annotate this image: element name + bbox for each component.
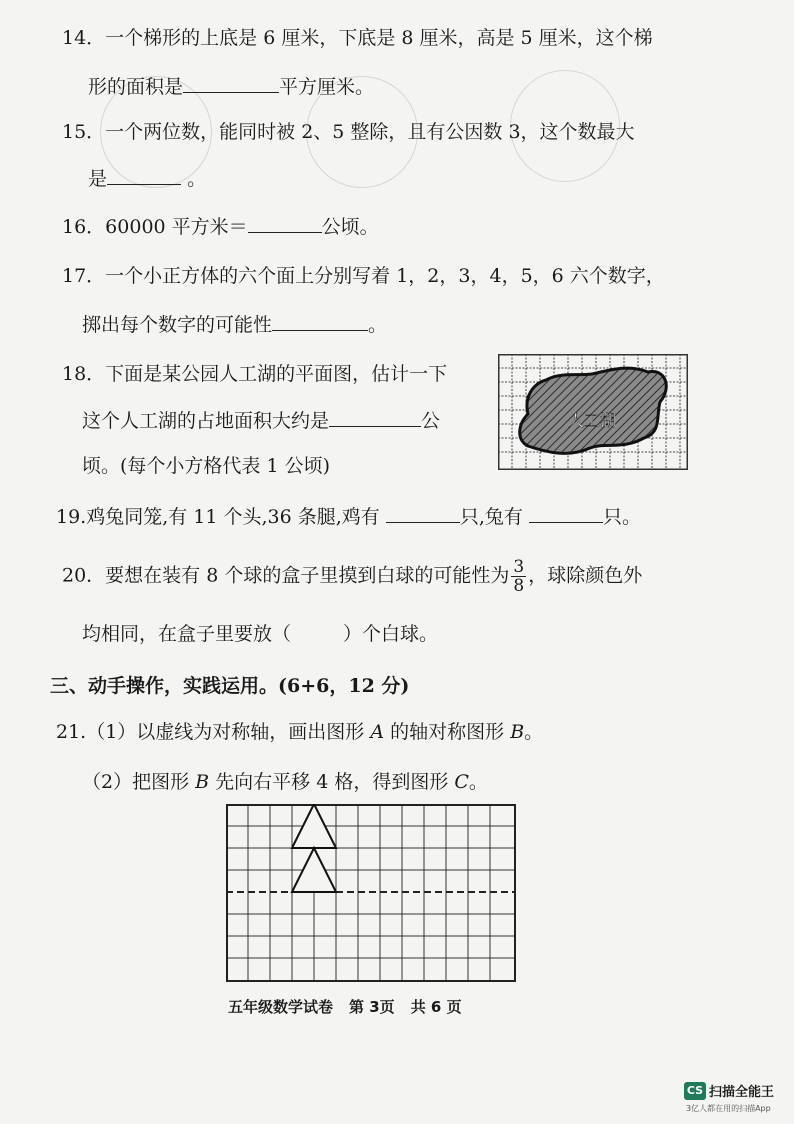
q20-text-b: ，球除颜色外 bbox=[528, 564, 643, 587]
q15-text-b: 是 bbox=[88, 168, 108, 190]
q16-text: 16．60000 平方米＝ bbox=[62, 216, 248, 238]
footer-total: 共 6 页 bbox=[410, 998, 462, 1016]
transformation-grid bbox=[226, 804, 518, 986]
q16-text-b: 公顷。 bbox=[321, 216, 379, 238]
q21-a-pre: 21.（1）以虚线为对称轴，画出图形 bbox=[56, 721, 371, 743]
q18-text-b: 这个人工湖的占地面积大约是 bbox=[82, 410, 330, 432]
question-14-line-1 bbox=[62, 24, 653, 52]
question-21-part-2 bbox=[82, 768, 488, 796]
camscanner-logo-icon: CS bbox=[684, 1082, 706, 1100]
section-3-title-text: 三、动手操作，实践运用。(6+6，12 分) bbox=[50, 675, 410, 697]
q15-text: 15．一个两位数，能同时被 2、5 整除，且有公因数 3，这个数最大 bbox=[62, 121, 635, 143]
question-17-line-2 bbox=[82, 310, 387, 339]
q17-text: 17．一个小正方体的六个面上分别写着 1，2，3，4，5，6 六个数字， bbox=[62, 265, 665, 287]
q21-b-post: 先向右平移 4 格，得到图形 bbox=[209, 771, 455, 793]
question-20-line-2 bbox=[82, 620, 438, 648]
q19-text: 19.鸡兔同笼,有 11 个头,36 条腿,鸡有 bbox=[56, 506, 380, 528]
q14-text: 14．一个梯形的上底是 6 厘米，下底是 8 厘米，高是 5 厘米，这个梯 bbox=[62, 27, 653, 49]
q19-text-b: 只,兔有 bbox=[459, 506, 523, 528]
watermark-subtitle: 3亿人都在用的扫描App bbox=[686, 1104, 771, 1113]
answer-blank[interactable] bbox=[183, 72, 279, 93]
q21-a-var: A bbox=[370, 721, 385, 743]
q19-text-c: 只。 bbox=[602, 506, 641, 528]
answer-blank[interactable] bbox=[107, 164, 181, 185]
q18-text-d: 顷。(每个小方格代表 1 公顷) bbox=[82, 455, 330, 477]
q17-text-c: 。 bbox=[368, 314, 388, 336]
section-3-title bbox=[50, 672, 409, 700]
q18-text-c: 公 bbox=[421, 410, 441, 432]
fraction-denominator: 8 bbox=[513, 576, 525, 596]
q14-text-c: 平方厘米。 bbox=[279, 76, 375, 98]
answer-blank[interactable] bbox=[529, 502, 603, 523]
answer-blank[interactable] bbox=[272, 310, 368, 331]
watermark-title: 扫描全能王 bbox=[709, 1085, 775, 1100]
q21-b-var: B bbox=[195, 771, 210, 793]
question-19 bbox=[56, 502, 641, 531]
question-18-line-1 bbox=[62, 360, 447, 388]
answer-blank[interactable] bbox=[329, 406, 421, 427]
q17-text-b: 掷出每个数字的可能性 bbox=[82, 314, 273, 336]
question-20-line-1 bbox=[62, 558, 642, 595]
q21-a-post: 的轴对称图形 bbox=[384, 721, 511, 743]
q15-text-c: 。 bbox=[187, 168, 207, 190]
footer-subject: 五年级数学试卷 bbox=[228, 998, 334, 1016]
question-15-line-1 bbox=[62, 118, 635, 146]
q14-text-b: 形的面积是 bbox=[88, 76, 184, 98]
question-17-line-1 bbox=[62, 262, 665, 290]
q20-text-c: 均相同，在盒子里要放（ bbox=[82, 623, 292, 645]
question-16 bbox=[62, 212, 379, 241]
question-14-line-2 bbox=[88, 72, 374, 101]
q20-text: 20．要想在装有 8 个球的盒子里摸到白球的可能性为 bbox=[62, 564, 510, 587]
footer-page: 第 3页 bbox=[349, 998, 395, 1016]
lake-grid-figure bbox=[498, 354, 688, 470]
question-15-line-2 bbox=[88, 164, 206, 193]
question-18-line-3 bbox=[82, 452, 330, 480]
answer-blank[interactable] bbox=[386, 502, 460, 523]
lake-label: 人工湖 bbox=[567, 411, 617, 430]
q21-a-var2: B bbox=[510, 721, 525, 743]
q21-b-end: 。 bbox=[468, 771, 488, 793]
q21-b-var2: C bbox=[454, 771, 469, 793]
q18-text: 18．下面是某公园人工湖的平面图，估计一下 bbox=[62, 363, 448, 385]
q21-b-pre: （2）把图形 bbox=[82, 771, 196, 793]
fraction-3-8 bbox=[511, 558, 526, 595]
page-footer bbox=[228, 996, 478, 1017]
scanner-watermark bbox=[684, 1080, 774, 1114]
question-21-part-1 bbox=[56, 718, 543, 746]
fraction-numerator: 3 bbox=[513, 557, 525, 577]
question-18-line-2 bbox=[82, 406, 440, 435]
q20-text-d: ）个白球。 bbox=[343, 623, 439, 645]
answer-blank[interactable] bbox=[248, 212, 322, 233]
q21-a-end: 。 bbox=[524, 721, 544, 743]
